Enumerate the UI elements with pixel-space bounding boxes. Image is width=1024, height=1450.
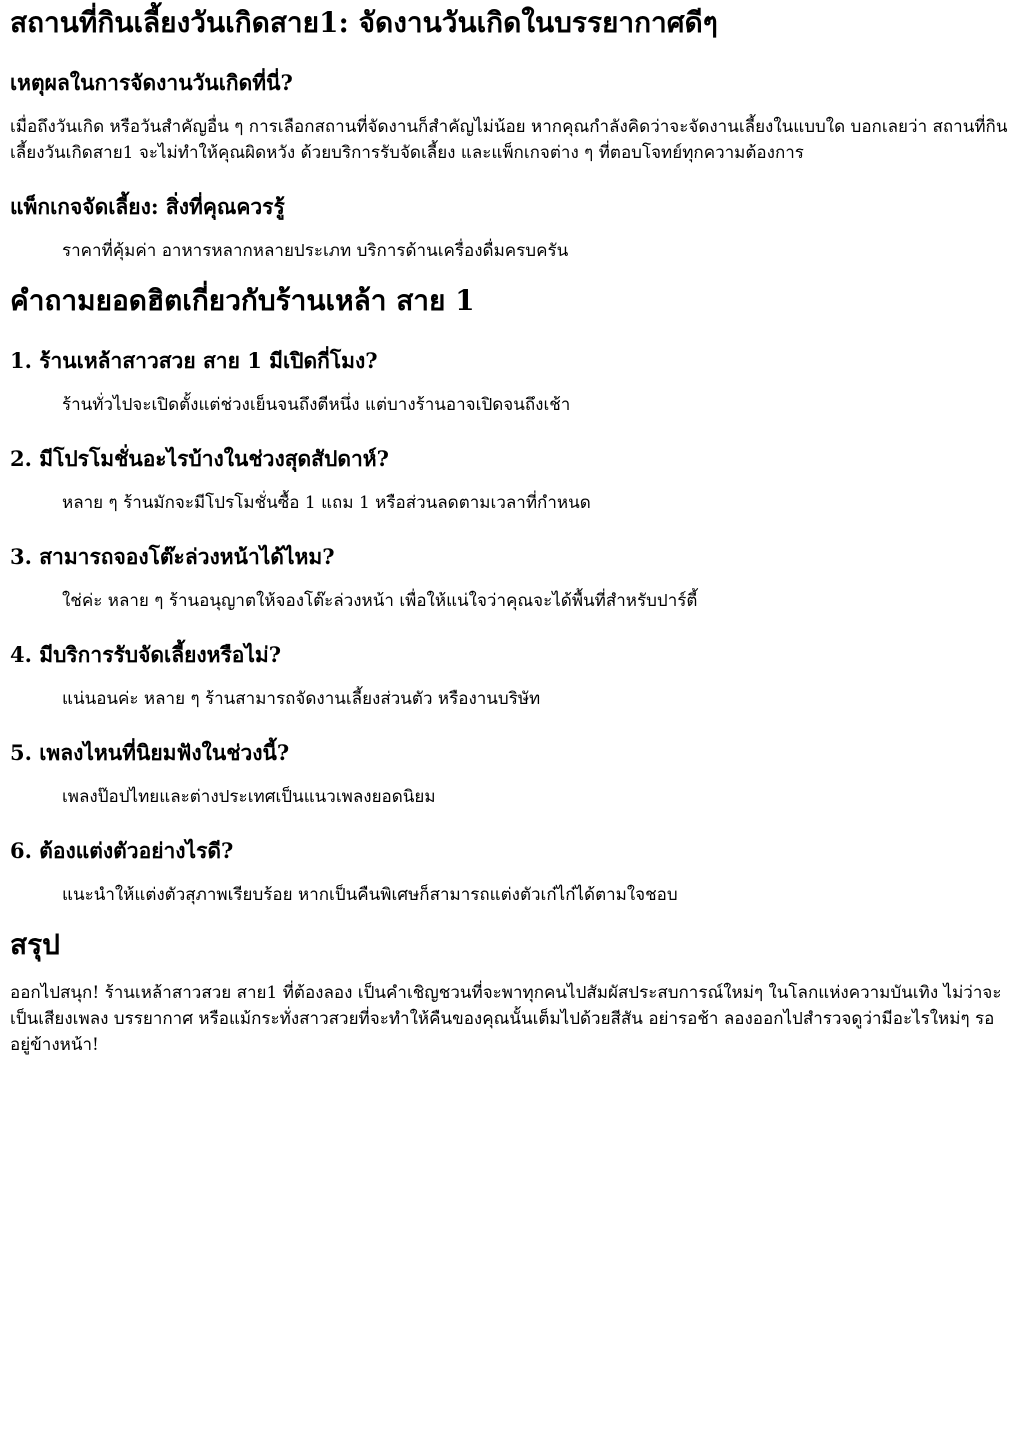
faq-question: 2. มีโปรโมชั่นอะไรบ้างในช่วงสุดสัปดาห์?	[10, 446, 389, 471]
packages-quote: ราคาที่คุ้มค่า อาหารหลากหลายประเภท บริการด้านเครื่องดื่มครบครัน	[62, 241, 569, 261]
faq-question: 6. ต้องแต่งตัวอย่างไรดี?	[10, 838, 234, 863]
page-title: สถานที่กินเลี้ยงวันเกิดสาย1: จัดงานวันเกิดในบรรยากาศดีๆ	[10, 6, 718, 39]
faq-question: 4. มีบริการรับจัดเลี้ยงหรือไม่?	[10, 642, 282, 667]
packages-heading: แพ็กเกจจัดเลี้ยง: สิ่งที่คุณควรรู้	[10, 194, 285, 219]
faq-answer: แนะนำให้แต่งตัวสุภาพเรียบร้อย หากเป็นคืนพิเศษก็สามารถแต่งตัวเก๋ไก๋ได้ตามใจชอบ	[62, 885, 678, 905]
faq-answer: แน่นอนค่ะ หลาย ๆ ร้านสามารถจัดงานเลี้ยงส่วนตัว หรืองานบริษัท	[62, 689, 541, 709]
summary-heading: สรุป	[10, 928, 60, 961]
faq-heading: คำถามยอดฮิตเกี่ยวกับร้านเหล้า สาย 1	[10, 284, 475, 317]
faq-answer: เพลงป๊อปไทยและต่างประเทศเป็นแนวเพลงยอดนิยม	[62, 787, 436, 807]
faq-list	[10, 346, 1014, 908]
faq-answer: ใช่ค่ะ หลาย ๆ ร้านอนุญาตให้จองโต๊ะล่วงหน้า เพื่อให้แน่ใจว่าคุณจะได้พื้นที่สำหรับปาร์ตี้	[62, 591, 698, 611]
faq-answer: หลาย ๆ ร้านมักจะมีโปรโมชั่นซื้อ 1 แถม 1 หรือส่วนลดตามเวลาที่กำหนด	[62, 493, 591, 513]
faq-answer: ร้านทั่วไปจะเปิดตั้งแต่ช่วงเย็นจนถึงตีหนึ่ง แต่บางร้านอาจเปิดจนถึงเช้า	[62, 395, 571, 415]
faq-question: 1. ร้านเหล้าสาวสวย สาย 1 มีเปิดกี่โมง?	[10, 348, 378, 373]
why-heading: เหตุผลในการจัดงานวันเกิดที่นี่?	[10, 70, 293, 95]
why-paragraph: เมื่อถึงวันเกิด หรือวันสำคัญอื่น ๆ การเลือกสถานที่จัดงานก็สำคัญไม่น้อย หากคุณกำลังคิดว่าจะจัดงานเลี้ยงในแบบใด บอกเลยว่า สถานที่กินเลี้ยงวันเกิดสาย1 จะไม่ทำให้คุณผิดหวัง ด้วยบริการรับจัดเลี้ยง และแพ็กเกจต่าง ๆ ที่ตอบโจทย์ทุกความต้องการ	[10, 117, 1008, 163]
faq-question: 5. เพลงไหนที่นิยมฟังในช่วงนี้?	[10, 740, 290, 765]
article	[0, 4, 1024, 1058]
summary-paragraph: ออกไปสนุก! ร้านเหล้าสาวสวย สาย1 ที่ต้องลอง เป็นคำเชิญชวนที่จะพาทุกคนไปสัมผัสประสบการณ์ใหม่ๆ ในโลกแห่งความบันเทิง ไม่ว่าจะเป็นเสียงเพลง บรรยากาศ หรือแม้กระทั่งสาวสวยที่จะทำให้คืนของคุณนั้นเต็มไปด้วยสีสัน อย่ารอช้า ลองออกไปสำรวจดูว่ามีอะไรใหม่ๆ รออยู่ข้างหน้า!	[10, 983, 1002, 1055]
faq-question: 3. สามารถจองโต๊ะล่วงหน้าได้ไหม?	[10, 544, 335, 569]
